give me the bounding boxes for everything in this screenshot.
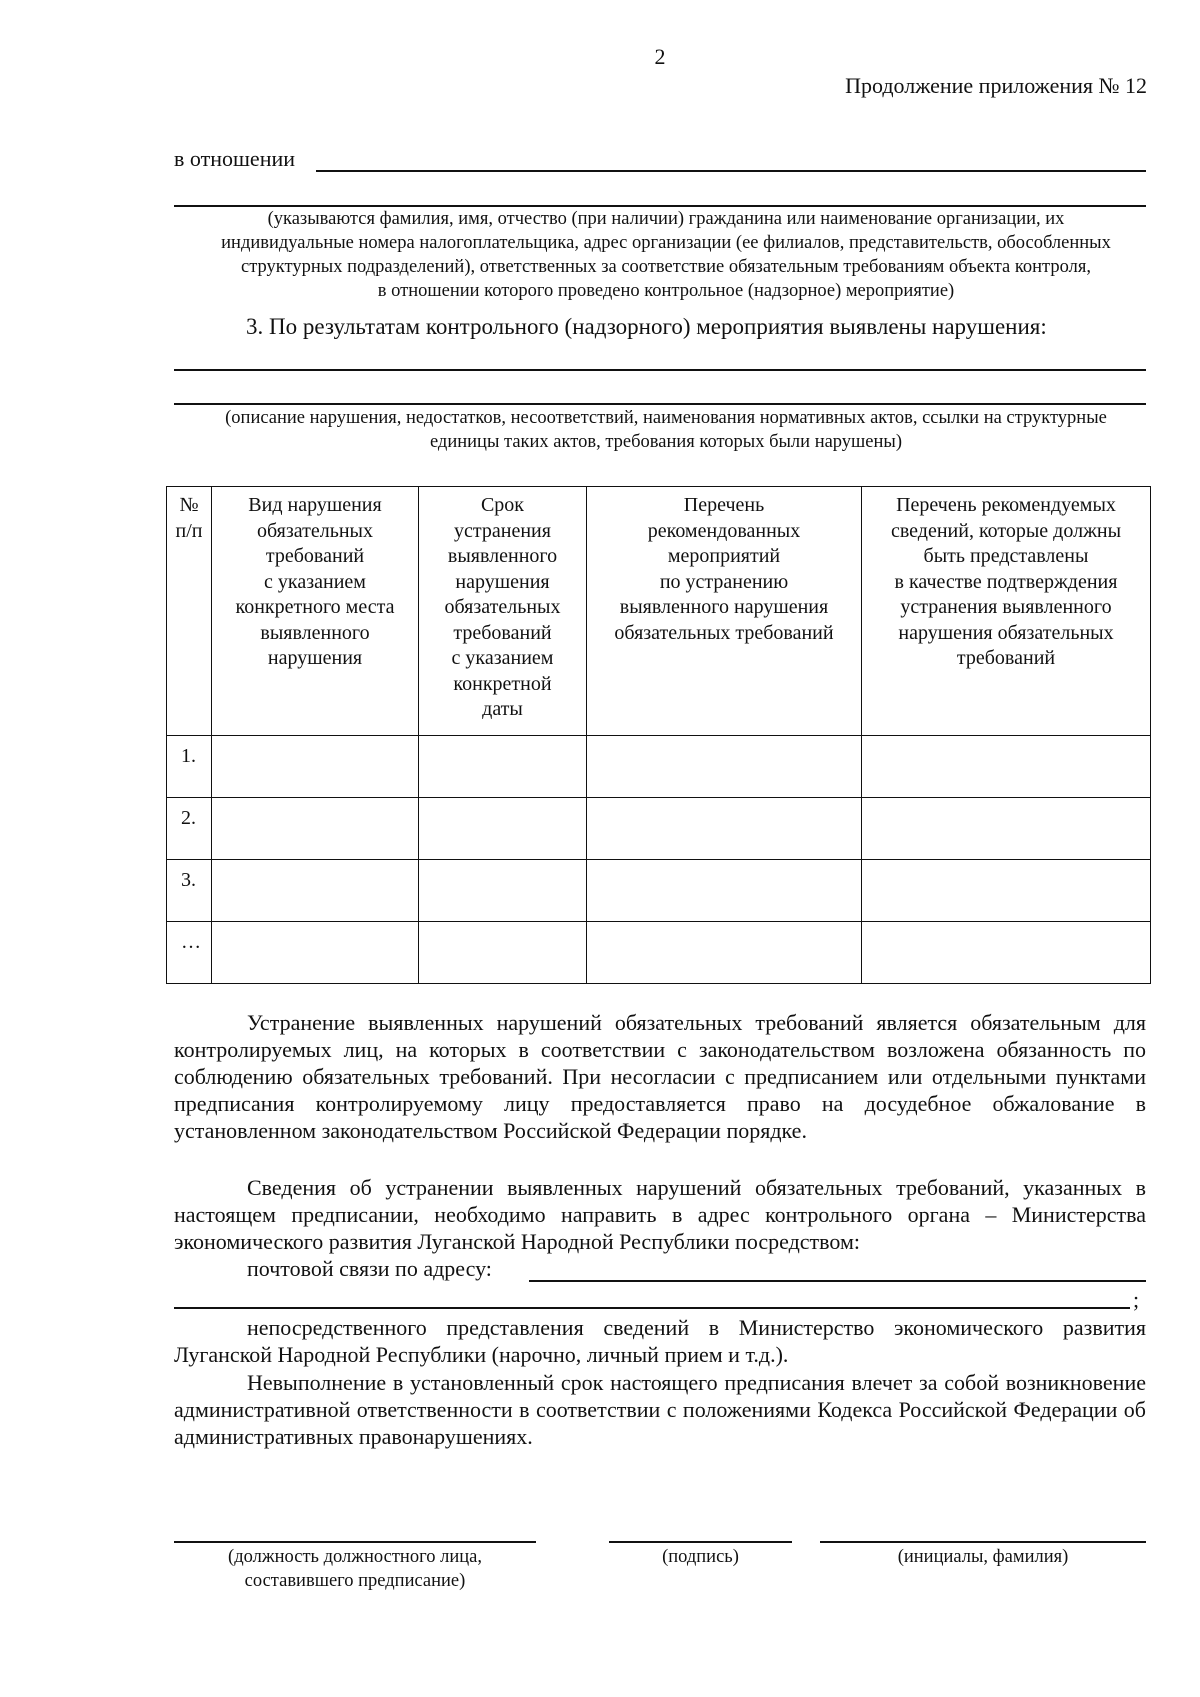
row-number: 3. [167,860,212,922]
table-cell[interactable] [587,860,862,922]
table-cell[interactable] [419,798,587,860]
paragraph-submission: Сведения об устранении выявленных нарушений обязательных требований, указанных в настоящем предписании, необходимо направить в адрес контрольного органа – Министерства экономического развития Луганской Народной Республики посредством: [174,1175,1146,1254]
row-number: 1. [167,736,212,798]
violations-note-line: (описание нарушения, недостатков, несоответствий, наименования нормативных актов, ссылки на структурные [225,408,1107,428]
table-cell[interactable] [212,798,419,860]
table-cell[interactable] [419,736,587,798]
row-number: 2. [167,798,212,860]
table-cell[interactable] [587,798,862,860]
violations-note [166,406,1166,454]
regarding-note-line: (указываются фамилия, имя, отчество (при наличии) гражданина или наименование организации, их [267,209,1065,229]
table-cell[interactable] [862,798,1151,860]
table-cell[interactable] [587,736,862,798]
table-row [167,860,1151,922]
table-cell[interactable] [419,922,587,984]
postal-label: почтовой связи по адресу: [247,1256,492,1281]
regarding-field-line[interactable] [316,170,1146,172]
regarding-label: в отношении [174,146,296,171]
header-measures: Перечень рекомендованных мероприятий по устранению выявленного нарушения обязательных требований [587,487,862,736]
postal-address-line-2[interactable] [174,1307,1130,1309]
postal-address-line[interactable] [529,1280,1146,1282]
table-cell[interactable] [862,736,1151,798]
row-number: … [167,922,212,984]
regarding-note-line: структурных подразделений), ответственных за соответствие обязательным требованиям объекта контроля, [241,257,1091,277]
table-row [167,922,1151,984]
position-field-line[interactable] [174,1541,536,1543]
paragraph-liability: Невыполнение в установленный срок настоящего предписания влечет за собой возникновение административной ответственности в соответствии с положениями Кодекса Российской Федерации об административных правонарушениях. [174,1370,1146,1449]
header-number: № п/п [167,487,212,736]
table-cell[interactable] [419,860,587,922]
table-cell[interactable] [212,860,419,922]
violations-field-line[interactable] [174,369,1146,371]
signature-caption: (подпись) [662,1547,739,1567]
header-evidence: Перечень рекомендуемых сведений, которые должны быть представлены в качестве подтверждения устранения выявленного нарушения обязательных требований [862,487,1151,736]
paragraph-direct-submission: непосредственного представления сведений в Министерство экономического развития Луганской Народной Республики (нарочно, личный прием и т.д.). [174,1315,1146,1367]
table-header-row [167,487,1151,736]
name-caption: (инициалы, фамилия) [897,1547,1069,1567]
violations-table [166,486,1151,984]
table-cell[interactable] [212,736,419,798]
position-caption: (должность должностного лица, составившего предписание) [228,1547,482,1591]
table-cell[interactable] [587,922,862,984]
name-field-line[interactable] [820,1541,1146,1543]
table-cell[interactable] [862,922,1151,984]
table-row [167,798,1151,860]
header-violation-type: Вид нарушения обязательных требований с указанием конкретного места выявленного нарушения [212,487,419,736]
violations-field-line-2[interactable] [174,403,1146,405]
table-cell[interactable] [212,922,419,984]
section-3-heading: 3. По результатам контрольного (надзорного) мероприятия выявлены нарушения: [246,314,1047,339]
signature-field-line[interactable] [609,1541,792,1543]
table-row [167,736,1151,798]
header-deadline: Срок устранения выявленного нарушения обязательных требований с указанием конкретной даты [419,487,587,736]
regarding-note-line: в отношении которого проведено контрольное (надзорное) мероприятие) [377,281,955,301]
appendix-header: Продолжение приложения № 12 [845,73,1147,98]
regarding-note [166,207,1166,303]
table-cell[interactable] [862,860,1151,922]
regarding-note-line: индивидуальные номера налогоплательщика, адрес организации (ее филиалов, представительств, обособленных [221,233,1111,253]
postal-semicolon: ; [1133,1287,1140,1312]
paragraph-obligation: Устранение выявленных нарушений обязательных требований является обязательным для контролируемых лиц, на которых в соответствии с законодательством возложена обязанность по соблюдению обязательных требований. При несогласии с предписанием или отдельными пунктами предписания контролируемому лицу предоставляется право на досудебное обжалование в установленном законодательством Российской Федерации порядке. [174,1010,1146,1143]
violations-note-line: единицы таких актов, требования которых были нарушены) [429,432,903,452]
page-number: 2 [654,44,666,69]
